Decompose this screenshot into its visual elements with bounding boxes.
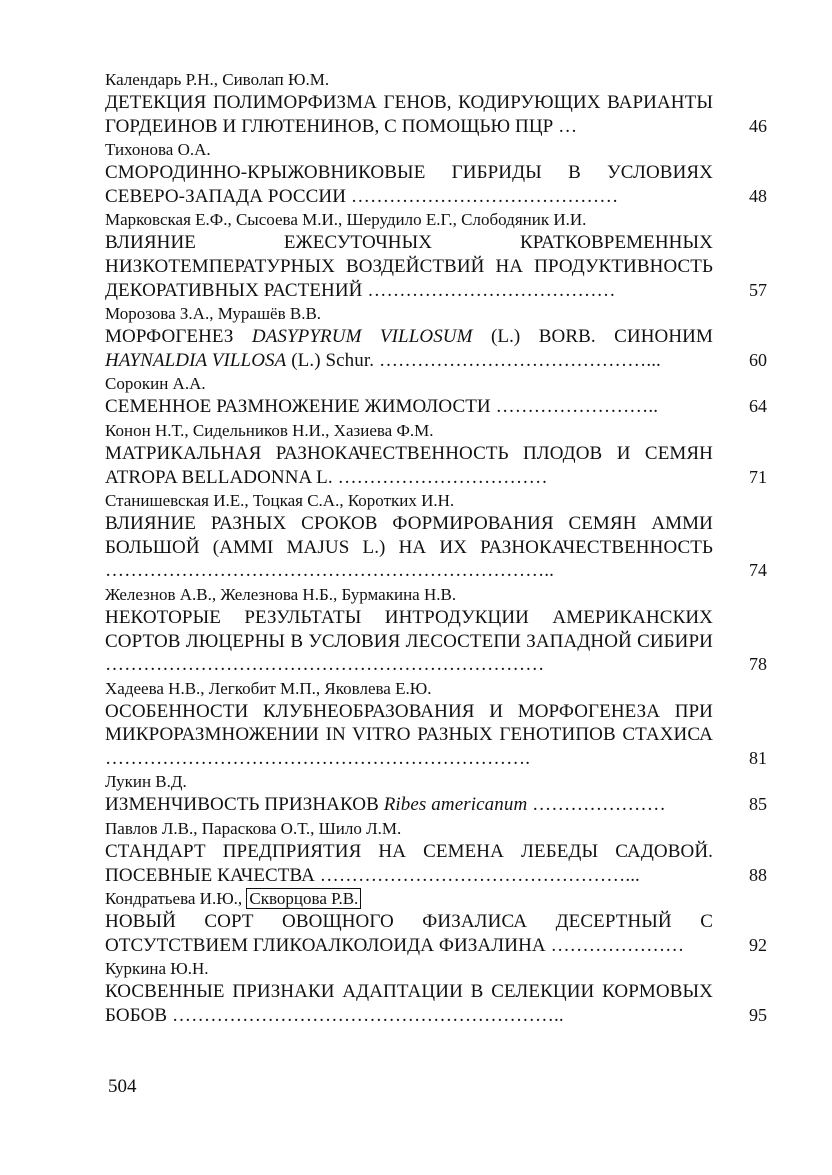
entry-authors: Лукин В.Д. — [105, 772, 187, 792]
entry-title: СТАНДАРТ ПРЕДПРИЯТИЯ НА СЕМЕНА ЛЕБЕДЫ САДОВОЙ. ПОСЕВНЫЕ КАЧЕСТВА …………………………………………... — [105, 841, 713, 886]
title-latin-name: HAYNALDIA VILLOSA — [105, 349, 287, 371]
entry-page-number: 46 — [749, 115, 767, 136]
entry-authors: Хадеева Н.В., Легкобит М.П., Яковлева Е.Ю. — [105, 678, 432, 698]
entry-title — [105, 793, 713, 817]
entry-page-number: 64 — [749, 396, 767, 417]
page-folio-number: 504 — [108, 1076, 137, 1097]
author-name: Кондратьева И.Ю., — [105, 889, 247, 909]
toc-entry — [105, 583, 767, 677]
toc-entry — [105, 887, 767, 957]
entry-title: ДЕТЕКЦИЯ ПОЛИМОРФИЗМА ГЕНОВ, КОДИРУЮЩИХ ВАРИАНТЫ ГОРДЕИНОВ И ГЛЮТЕНИНОВ, С ПОМОЩЬЮ ПЦР … — [105, 92, 713, 137]
entry-authors: Морозова З.А., Мурашёв В.В. — [105, 304, 322, 324]
entry-title: НОВЫЙ СОРТ ОВОЩНОГО ФИЗАЛИСА ДЕСЕРТНЫЙ С ОТСУТСТВИЕМ ГЛИКОАЛКОЛОИДА ФИЗАЛИНА ………………… — [105, 911, 713, 956]
title-text: (L.) BORB. СИНОНИМ — [472, 326, 714, 348]
table-of-contents — [105, 68, 767, 1028]
entry-authors: Сорокин А.А. — [105, 374, 206, 394]
title-text: ………………… — [527, 794, 666, 816]
entry-authors: Календарь Р.Н., Сиволап Ю.М. — [105, 70, 330, 89]
title-text: МОРФОГЕНЕЗ — [105, 326, 252, 348]
title-latin-name: Ribes americanum — [383, 794, 528, 816]
entry-title: СМОРОДИННО-КРЫЖОВНИКОВЫЕ ГИБРИДЫ В УСЛОВИЯХ СЕВЕРО-ЗАПАДА РОССИИ …………………………………… — [105, 162, 713, 207]
title-text: ИЗМЕНЧИВОСТЬ ПРИЗНАКОВ — [105, 794, 384, 816]
entry-authors: Куркина Ю.Н. — [105, 959, 209, 979]
highlighted-author-name: Скворцова Р.В. — [246, 888, 361, 909]
toc-entry — [105, 419, 767, 489]
entry-title: НЕКОТОРЫЕ РЕЗУЛЬТАТЫ ИНТРОДУКЦИИ АМЕРИКАНСКИХ СОРТОВ ЛЮЦЕРНЫ В УСЛОВИЯ ЛЕСОСТЕПИ ЗАПАДНОЙ СИБИРИ …………………………………………………………… — [105, 606, 713, 676]
title-text: (L.) Schur. ……………………………………... — [286, 349, 661, 371]
toc-entry — [105, 302, 767, 372]
entry-page-number: 48 — [749, 185, 767, 206]
entry-title: СЕМЕННОЕ РАЗМНОЖЕНИЕ ЖИМОЛОСТИ …………………….. — [105, 396, 659, 418]
entry-authors: Тихонова О.А. — [105, 140, 211, 160]
toc-entry — [105, 817, 767, 887]
entry-authors: Станишевская И.Е., Тоцкая С.А., Коротких И.Н. — [105, 491, 455, 511]
title-latin-name: DASYPYRUM VILLOSUM — [251, 326, 473, 348]
entry-title: МАТРИКАЛЬНАЯ РАЗНОКАЧЕСТВЕННОСТЬ ПЛОДОВ И СЕМЯН ATROPA BELLADONNA L. …………………………… — [105, 442, 713, 488]
toc-entry — [105, 68, 767, 138]
toc-entry — [105, 138, 767, 208]
entry-title: КОСВЕННЫЕ ПРИЗНАКИ АДАПТАЦИИ В СЕЛЕКЦИИ КОРМОВЫХ БОБОВ …………………………………………………….. — [105, 981, 713, 1027]
entry-page-number: 71 — [749, 466, 767, 487]
toc-entry — [105, 957, 767, 1027]
entry-authors: Конон Н.Т., Сидельников Н.И., Хазиева Ф.М. — [105, 420, 434, 440]
entry-authors: Павлов Л.В., Параскова О.Т., Шило Л.М. — [105, 819, 402, 839]
toc-entry — [105, 489, 767, 583]
entry-page-number: 85 — [749, 794, 767, 815]
entry-page-number: 81 — [749, 747, 767, 768]
entry-page-number: 57 — [749, 279, 767, 300]
entry-page-number: 74 — [749, 560, 767, 581]
entry-page-number: 78 — [749, 654, 767, 675]
toc-entry — [105, 677, 767, 771]
entry-authors: Железнов А.В., Железнова Н.Б., Бурмакина Н.В. — [105, 584, 457, 604]
entry-title: ВЛИЯНИЕ РАЗНЫХ СРОКОВ ФОРМИРОВАНИЯ СЕМЯН АММИ БОЛЬШОЙ (AMMI MAJUS L.) НА ИХ РАЗНОКАЧЕСТВЕННОСТЬ …………………………………………………………….. — [105, 513, 713, 582]
entry-authors — [105, 887, 767, 910]
entry-authors: Марковская Е.Ф., Сысоева М.И., Шерудило Е.Г., Слободяник И.И. — [105, 210, 587, 230]
toc-entry — [105, 208, 767, 302]
entry-title — [105, 325, 713, 372]
toc-entry — [105, 770, 767, 817]
entry-page-number: 88 — [749, 864, 767, 885]
entry-title: ВЛИЯНИЕ ЕЖЕСУТОЧНЫХ КРАТКОВРЕМЕННЫХ НИЗКОТЕМПЕРАТУРНЫХ ВОЗДЕЙСТВИЙ НА ПРОДУКТИВНОСТЬ ДЕКОРАТИВНЫХ РАСТЕНИЙ ………………………………… — [105, 232, 713, 301]
entry-page-number: 95 — [749, 1005, 767, 1026]
entry-page-number: 92 — [749, 934, 767, 955]
toc-entry — [105, 372, 767, 419]
entry-page-number: 60 — [749, 349, 767, 370]
entry-title: ОСОБЕННОСТИ КЛУБНЕОБРАЗОВАНИЯ И МОРФОГЕНЕЗА ПРИ МИКРОРАЗМНОЖЕНИИ IN VITRO РАЗНЫХ ГЕНОТИПОВ СТАХИСА …………………………………………………………. — [105, 700, 713, 769]
